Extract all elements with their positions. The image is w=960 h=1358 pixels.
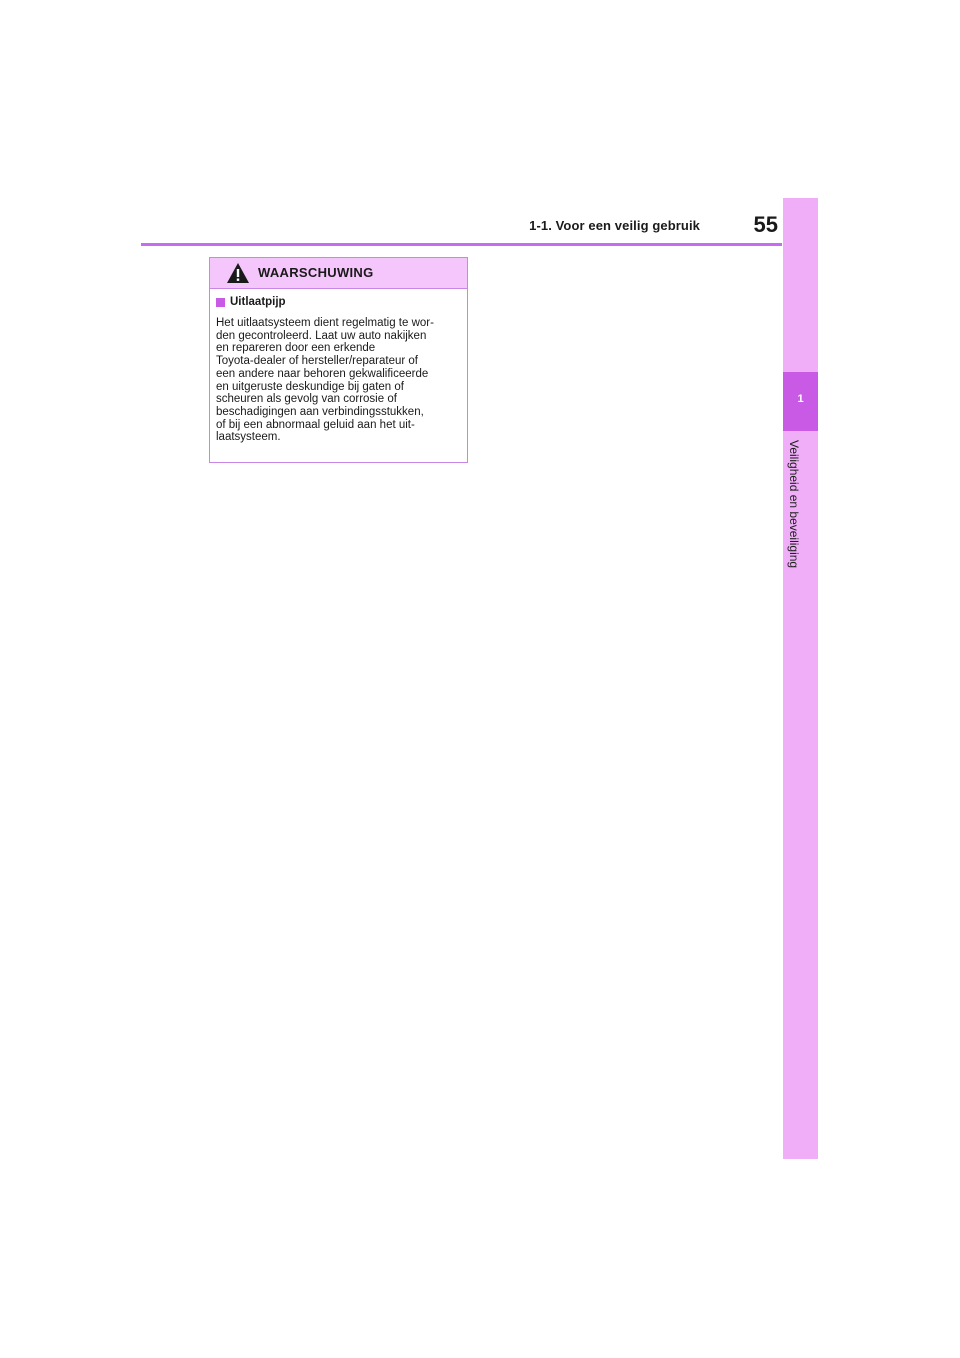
warning-body-line: laatsysteem.: [216, 431, 281, 444]
chapter-number: 1: [797, 393, 804, 405]
warning-box: [209, 257, 468, 463]
warning-body-line: Het uitlaatsysteem dient regelmatig te wor-: [216, 317, 434, 329]
warning-body: [216, 317, 461, 444]
section-title: 1-1. Voor een veilig gebruik: [529, 218, 700, 233]
header-rule: [141, 243, 782, 246]
warning-body-line: een andere naar behoren gekwalificeerde: [216, 367, 429, 380]
warning-subheading: [216, 293, 461, 311]
warning-body-line: beschadigingen aan verbindingsstukken,: [216, 405, 424, 418]
warning-header: [210, 258, 467, 289]
square-bullet-icon: [216, 298, 225, 307]
warning-body-line: den gecontroleerd. Laat uw auto nakijken: [216, 329, 427, 342]
page-number: 55: [753, 212, 778, 237]
warning-body-line: Toyota-dealer of hersteller/reparateur of: [216, 355, 418, 368]
chapter-side-tab: [783, 198, 818, 1159]
warning-body-line: en repareren door een erkende: [216, 342, 376, 355]
warning-body-line: of bij een abnormaal geluid aan het uit-: [216, 418, 415, 431]
warning-triangle-icon: [226, 262, 250, 284]
warning-body-line: scheuren als gevolg van corrosie of: [216, 393, 397, 406]
chapter-label: Veiligheid en beveiliging: [787, 440, 801, 569]
warning-subheading-label: Uitlaatpijp: [230, 296, 286, 308]
warning-body-line: en uitgeruste deskundige bij gaten of: [216, 380, 404, 393]
warning-content: [210, 289, 467, 444]
warning-title: WAARSCHUWING: [258, 265, 374, 280]
